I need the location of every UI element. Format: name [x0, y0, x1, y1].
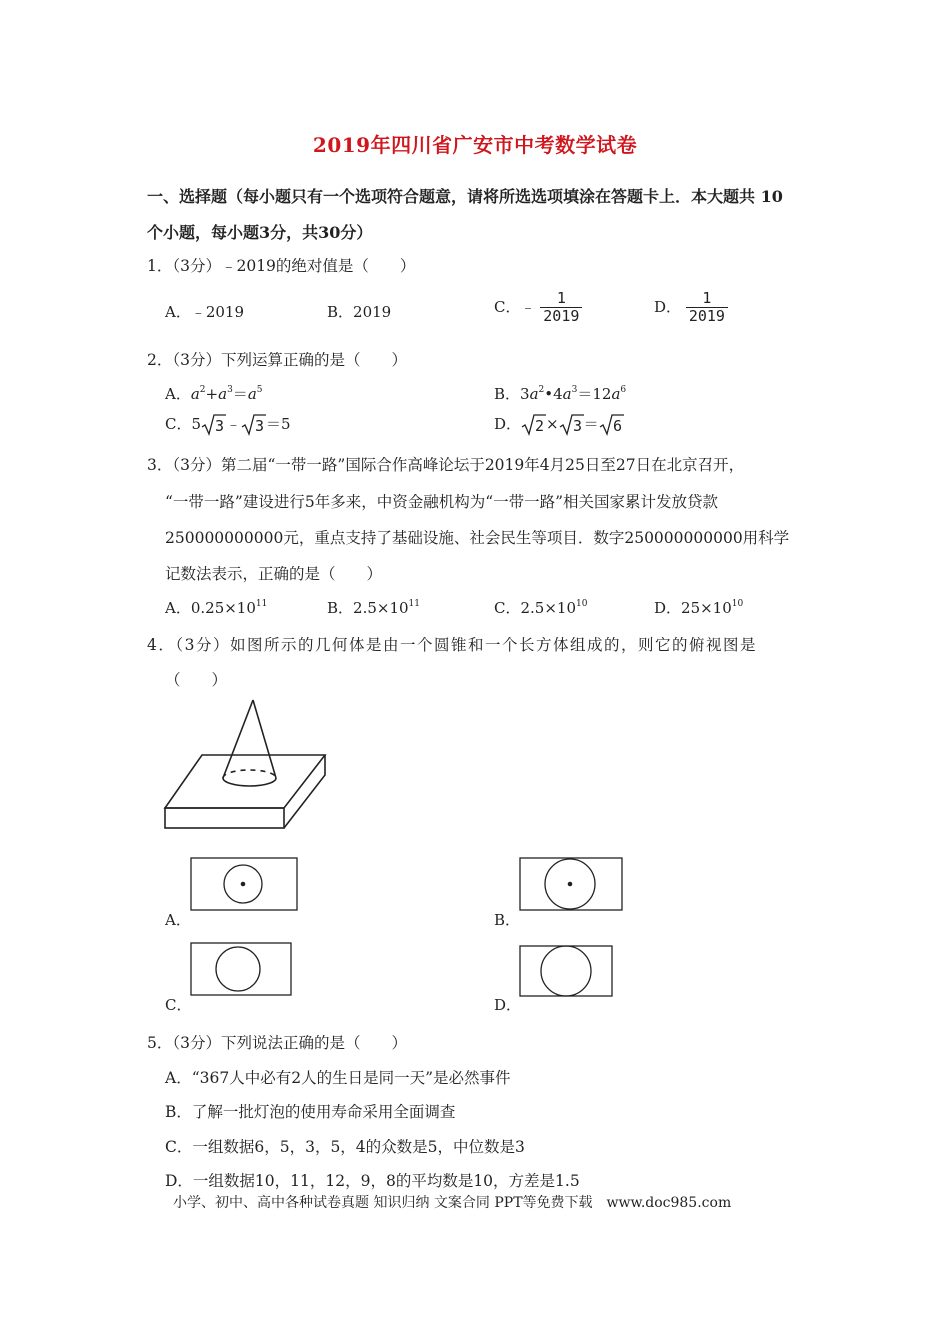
q1-option-c-sign: ﹣ [520, 297, 536, 316]
q4-option-b-label: B． [494, 911, 521, 929]
q4-option-a-figure [190, 857, 298, 911]
q1-stem: 1．（3分）﹣2019的绝对值是（ ） [147, 257, 416, 275]
q2-option-d-label: D． [494, 415, 522, 433]
radicand-3: 3 [215, 417, 225, 435]
q4-option-a-label: A． [165, 911, 191, 929]
q4-option-b-figure [519, 857, 623, 911]
radicand-3: 3 [255, 417, 265, 435]
q3-b-base: B．2.5×10 [327, 599, 409, 617]
section-heading-line1: 一、选择题（每小题只有一个选项符合题意，请将所选选项填涂在答题卡上．本大题共 10 [147, 187, 783, 206]
sqrt-3-symbol [559, 413, 584, 437]
sqrt-6-symbol [599, 413, 624, 437]
q5-option-b: B．了解一批灯泡的使用寿命采用全面调查 [165, 1103, 456, 1121]
q3-d-exponent: 10 [731, 599, 744, 609]
q2-c-minus: ﹣ [226, 415, 242, 433]
radicand-3: 3 [572, 417, 582, 435]
q1-option-d-fraction [686, 290, 728, 326]
sqrt-3-symbol [241, 413, 266, 437]
section-heading-line2: 个小题，每小题3分，共30分） [147, 223, 373, 242]
q2-c-coefficient: 5 [191, 415, 202, 433]
radicand-6: 6 [612, 417, 622, 435]
radicand-2: 2 [535, 417, 545, 435]
q4-option-d-label: D． [494, 996, 522, 1014]
q1-option-c-fraction [540, 290, 582, 326]
q3-a-base: A．0.25×10 [165, 599, 256, 617]
q2-stem: 2．（3分）下列运算正确的是（ ） [147, 351, 407, 369]
sqrt-3-symbol [201, 413, 226, 437]
q2-option-b: B．$3a^2•4a^3=12a^6$ [494, 385, 627, 403]
q3-d-base: D．25×10 [654, 599, 732, 617]
q1-option-d-label: D． [654, 297, 682, 316]
q2-option-c-label: C． [165, 415, 192, 433]
q3-option-d [654, 597, 743, 618]
q1-option-c [494, 290, 582, 326]
q4-option-c-figure [190, 942, 292, 996]
q3-line4: 记数法表示，正确的是（ ） [165, 565, 383, 583]
q5-option-c: C．一组数据6，5，3，5，4的众数是5，中位数是3 [165, 1138, 525, 1156]
q3-option-b [327, 597, 420, 618]
q4-line2: （ ） [165, 671, 228, 689]
q2-option-c [165, 413, 291, 437]
q5-option-a: A．“367人中必有2人的生日是同一天”是必然事件 [165, 1069, 511, 1087]
q2-option-d [494, 413, 624, 437]
q4-line1: 4．（3分）如图所示的几何体是由一个圆锥和一个长方体组成的，则它的俯视图是 [147, 636, 757, 654]
q5-option-d: D．一组数据10，11，12，9，8的平均数是10，方差是1.5 [165, 1172, 580, 1190]
q1-d-numerator: 1 [686, 290, 728, 308]
q2-c-result: ＝5 [266, 415, 291, 433]
sqrt-2-symbol [521, 413, 546, 437]
q3-line1: 3．（3分）第二届“一带一路”国际合作高峰论坛于2019年4月25日至27日在北京召开， [147, 456, 745, 474]
q1-d-denominator: 2019 [688, 307, 725, 326]
q2-option-a-label: A． [165, 385, 191, 403]
q2-option-a: A．$a^2+a^3=a^5$ [165, 385, 263, 403]
q4-option-d-figure [519, 945, 613, 997]
q3-c-exponent: 10 [576, 599, 588, 609]
q3-option-a [165, 597, 267, 618]
q3-option-c [494, 597, 587, 618]
q1-c-numerator: 1 [540, 290, 582, 308]
q2-d-equals: ＝ [583, 415, 599, 433]
q2-option-b-label: B． [494, 385, 521, 403]
q3-b-exponent: 11 [408, 599, 420, 609]
q1-option-d [654, 290, 728, 326]
q3-line2: “一带一路”建设进行5年多来，中资金融机构为“一带一路”相关国家累计发放贷款 [165, 493, 719, 511]
q3-a-exponent: 11 [255, 599, 268, 609]
cone-on-cuboid-figure [160, 695, 330, 835]
q3-c-base: C．2.5×10 [494, 599, 576, 617]
q3-line3: 250000000000元，重点支持了基础设施、社会民生等项目．数字250000000000用科学 [165, 529, 790, 547]
page-footer: 小学、初中、高中各种试卷真题 知识归纳 文案合同 PPT等免费下载 www.doc985.com [173, 1195, 732, 1211]
q4-option-c-label: C． [165, 996, 192, 1014]
q1-c-denominator: 2019 [543, 307, 580, 326]
q1-option-a: A．﹣2019 [165, 303, 245, 321]
q2-d-times: × [546, 415, 559, 433]
q1-option-c-label: C． [494, 297, 521, 316]
q1-option-b: B．2019 [327, 303, 392, 321]
page-title: 2019年四川省广安市中考数学试卷 [312, 133, 638, 157]
q5-stem: 5．（3分）下列说法正确的是（ ） [147, 1034, 407, 1052]
